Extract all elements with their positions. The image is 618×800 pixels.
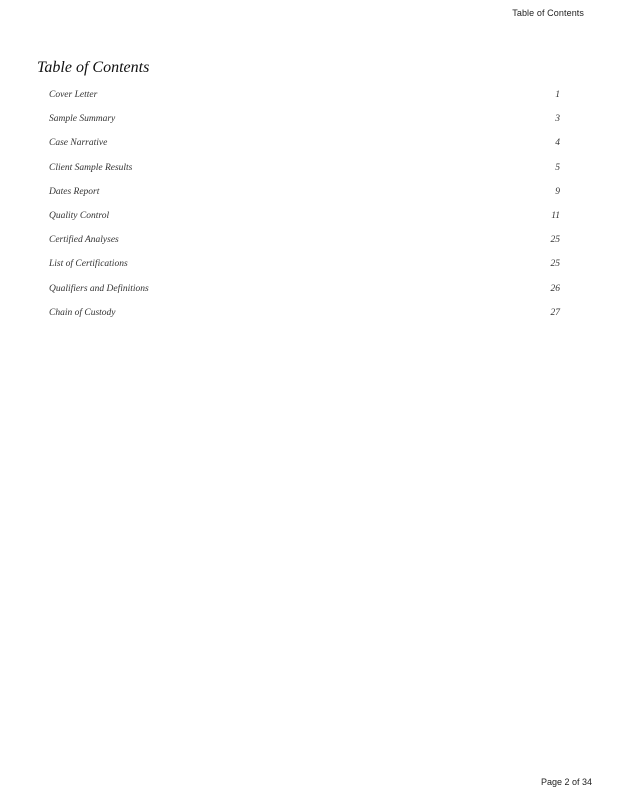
toc-entry-page: 27 bbox=[550, 307, 560, 318]
toc-entry-page: 1 bbox=[555, 90, 560, 100]
toc-entry-client-sample-results[interactable] bbox=[49, 156, 560, 180]
toc-entry-label: Dates Report bbox=[49, 186, 100, 197]
toc-entry-page: 5 bbox=[555, 162, 560, 173]
running-header: Table of Contents bbox=[512, 8, 584, 18]
toc-entry-qualifiers-and-definitions[interactable] bbox=[49, 277, 560, 301]
toc-entry-label: Case Narrative bbox=[49, 138, 108, 149]
toc-entry-list-of-certifications[interactable] bbox=[49, 252, 560, 276]
toc-entry-chain-of-custody[interactable] bbox=[49, 301, 560, 325]
toc-entry-label: Chain of Custody bbox=[49, 307, 116, 318]
toc-entry-page: 11 bbox=[551, 210, 560, 221]
toc-entry-cover-letter[interactable] bbox=[49, 83, 560, 107]
toc-entry-label: Quality Control bbox=[49, 210, 110, 221]
toc-entry-page: 26 bbox=[550, 283, 560, 294]
toc-entry-certified-analyses[interactable] bbox=[49, 228, 560, 252]
toc-entry-dates-report[interactable] bbox=[49, 180, 560, 204]
toc-list bbox=[49, 83, 560, 325]
toc-entry-page: 25 bbox=[550, 259, 560, 270]
toc-entry-case-narrative[interactable] bbox=[49, 131, 560, 155]
toc-entry-label: Sample Summary bbox=[49, 114, 116, 125]
toc-title: Table of Contents bbox=[37, 59, 150, 76]
toc-entry-page: 3 bbox=[555, 114, 560, 125]
toc-entry-label: Client Sample Results bbox=[49, 162, 133, 173]
toc-entry-quality-control[interactable] bbox=[49, 204, 560, 228]
toc-entry-label: Qualifiers and Definitions bbox=[49, 283, 149, 294]
toc-entry-sample-summary[interactable] bbox=[49, 107, 560, 131]
toc-entry-label: Certified Analyses bbox=[49, 235, 119, 246]
toc-entry-page: 4 bbox=[555, 138, 560, 149]
toc-entry-page: 25 bbox=[550, 235, 560, 246]
toc-entry-label: List of Certifications bbox=[49, 259, 128, 270]
page-number-footer: Page 2 of 34 bbox=[540, 777, 592, 787]
toc-entry-page: 9 bbox=[555, 186, 560, 197]
toc-entry-label: Cover Letter bbox=[49, 90, 98, 100]
